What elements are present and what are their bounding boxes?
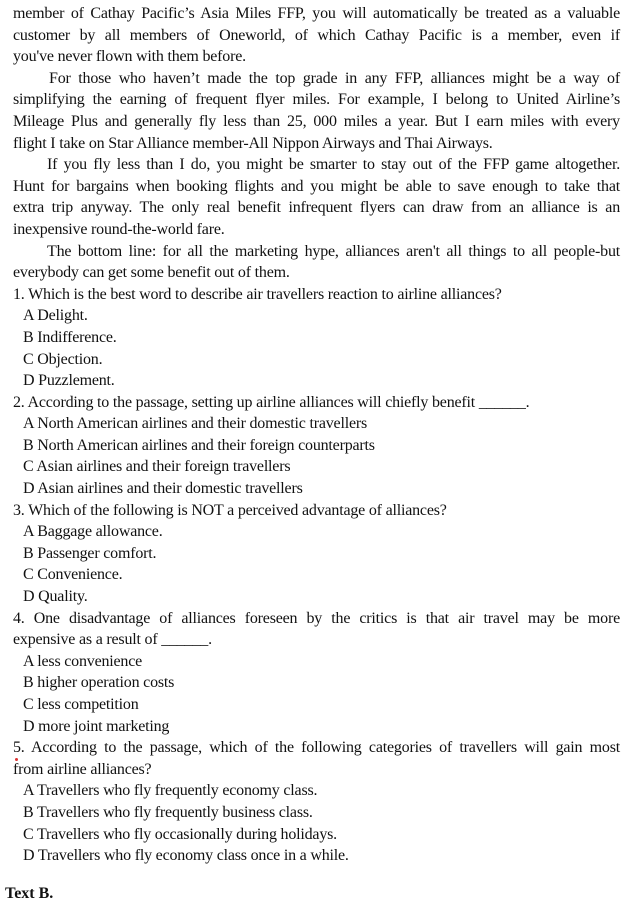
passage-line: member of Cathay Pacific’s Asia Miles FFP, you will automatically be treated as a valuable: [13, 5, 620, 22]
passage-line: extra trip anyway. The only real benefit infrequent flyers can draw from an alliance is an: [13, 199, 620, 217]
option-c: C Travellers who fly occasionally during holidays.: [23, 825, 337, 843]
section-heading: Text B.: [5, 885, 54, 902]
question-5: [13, 737, 620, 867]
option-d: D Asian airlines and their domestic travellers: [23, 480, 303, 498]
passage-line: customer by all members of Oneworld, of which Cathay Pacific is a member, even if: [13, 26, 620, 44]
question-stem: 3. Which of the following is NOT a perceived advantage of alliances?: [13, 501, 447, 519]
question-stem: 5. According to the passage, which of the following categories of travellers will gain most: [13, 739, 620, 757]
question-2: [13, 392, 620, 500]
passage-line: simplifying the earning of frequent flyer miles. For example, I belong to United Airline’s: [13, 91, 620, 109]
question-4: [13, 608, 620, 738]
option-c: C less competition: [23, 696, 139, 713]
passage-line: inexpensive round-the-world fare.: [13, 220, 225, 238]
passage-line: For those who haven’t made the top grade in any FFP, alliances might be a way of: [49, 69, 620, 87]
question-3: [13, 500, 620, 608]
option-d: D more joint marketing: [23, 717, 170, 735]
passage-line: Hunt for bargains when booking flights and you might be able to save enough to take that: [13, 177, 620, 195]
question-stem: from airline alliances?: [13, 760, 152, 778]
question-stem: 2. According to the passage, setting up airline alliances will chiefly benefit ______.: [13, 393, 530, 411]
passage-line: you've never flown with them before.: [13, 48, 246, 66]
passage-line: Mileage Plus and generally fly less than 25, 000 miles a year. But I earn miles with every: [13, 112, 620, 130]
passage-line: flight I take on Star Alliance member-All Nippon Airways and Thai Airways.: [13, 134, 493, 152]
passage-line: If you fly less than I do, you might be smarter to stay out of the FFP game altogether.: [47, 156, 620, 174]
option-b: B higher operation costs: [23, 674, 175, 692]
option-c: C Objection.: [23, 350, 103, 368]
option-a: A Baggage allowance.: [23, 523, 163, 541]
option-b: B Passenger comfort.: [23, 544, 157, 562]
option-a: A North American airlines and their domestic travellers: [23, 415, 368, 433]
question-stem: 1. Which is the best word to describe air travellers reaction to airline alliances?: [13, 285, 502, 303]
question-1: [13, 284, 620, 392]
passage-line: everybody can get some benefit out of them.: [13, 264, 290, 282]
option-d: D Quality.: [23, 588, 88, 606]
document-page: [13, 3, 620, 867]
option-a: A Delight.: [23, 307, 88, 325]
option-a: A Travellers who fly frequently economy class.: [23, 782, 318, 800]
option-a: A less convenience: [23, 652, 143, 670]
passage: [13, 3, 620, 284]
option-d: D Puzzlement.: [23, 372, 115, 390]
question-stem: 4. One disadvantage of alliances foreseen by the critics is that air travel may be more: [13, 609, 620, 627]
option-b: B North American airlines and their foreign counterparts: [23, 436, 375, 454]
option-c: C Convenience.: [23, 566, 123, 584]
ink-mark: [15, 758, 18, 761]
option-b: B Indifference.: [23, 328, 117, 346]
question-stem: expensive as a result of ______.: [13, 631, 212, 649]
passage-line: The bottom line: for all the marketing hype, alliances aren't all things to all people-but: [47, 242, 620, 260]
option-d: D Travellers who fly economy class once in a while.: [23, 847, 349, 865]
option-b: B Travellers who fly frequently business class.: [23, 803, 313, 821]
option-c: C Asian airlines and their foreign travellers: [23, 458, 291, 476]
